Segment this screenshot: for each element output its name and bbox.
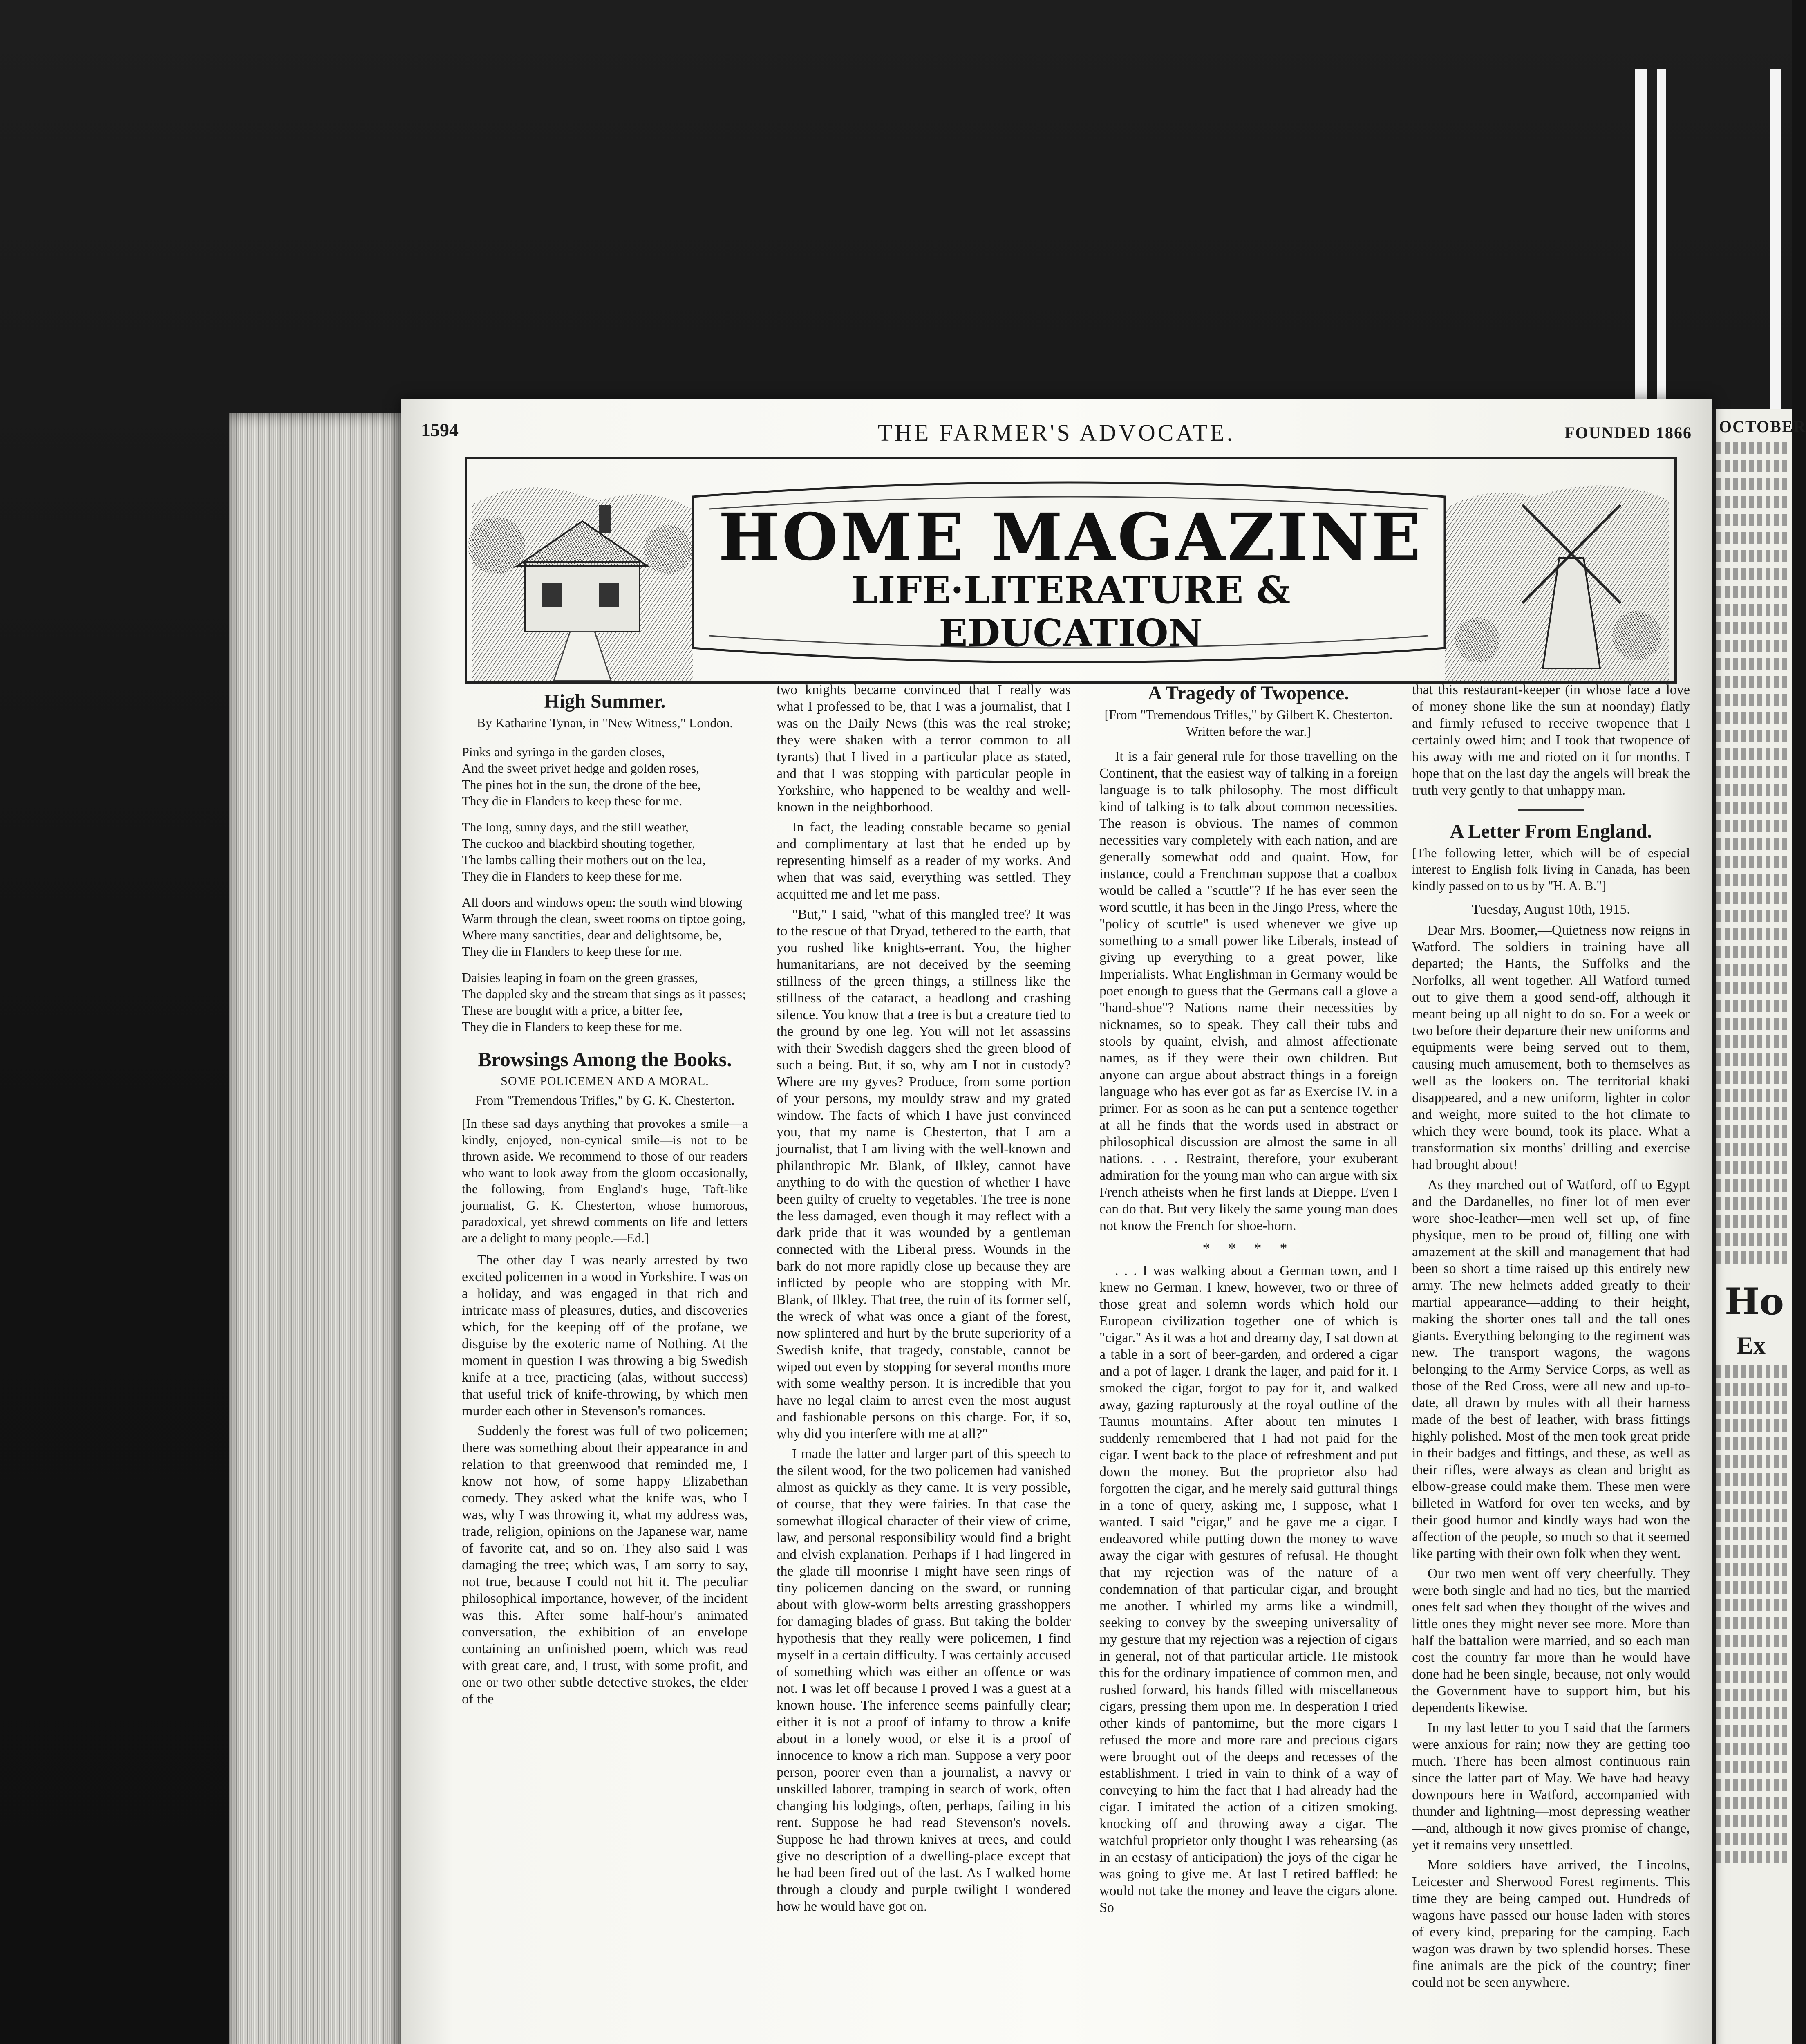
poem-line: Pinks and syringa in the garden closes, — [462, 744, 665, 759]
article-paragraph: In my last letter to you I said that the farmers were anxious for rain; now they are getting too much. There has been almost continuous rain since the latter part of May. We have had heavy downpours here in Watford, accompanied with thunder and lightning—most depressing weather—and, although it now gives promise of change, yet it remains very unsettled. — [1412, 1720, 1690, 1853]
letter-date: Tuesday, August 10th, 1915. — [1472, 902, 1630, 917]
facing-page-heading: Ho — [1725, 1280, 1784, 1323]
banner-text — [464, 456, 1678, 685]
founded-note: FOUNDED 1866 — [1564, 424, 1692, 442]
article-paragraph: Our two men went off very cheerfully. They were both single and had no ties, but the married ones felt sad when they thought of the wives and little ones they might never see more. More than half the battalion were married, and so each man cost the country far more than he would have done had he been single, because, not only would the Government have to support him, but his dependents likewise. — [1412, 1566, 1690, 1715]
poem-byline: By Katharine Tynan, in "New Witness," London. — [477, 715, 733, 730]
column-2 — [777, 681, 1071, 1918]
divider — [1518, 809, 1584, 811]
poem-line: They die in Flanders to keep these for me. — [462, 944, 683, 959]
article-paragraph: As they marched out of Watford, off to Egypt and the Dardanelles, no finer lot of men ever wore shoe-leather—men well set up, of fine physique, men to be proud of, filling one with amazement at the skill and management that had been so short a time raised up this entirely new army. The new helmets added greatly to their martial appearance—adding to their height, making the shorter ones tall and the tall ones giants. Everything belonging to the regiment was new. The transport wagons, the wagons belonging to the Army Service Corps, as well as those of the Red Cross, were all new and up-to-date, all drawn by mules with all their harness made of the best of leather, with brass fittings highly polished. Most of the men took great pride in their badges and fittings, and these, as well as their rifles, were always as clean and bright as elbow-grease could make them. These men were billeted in Watford for over ten weeks, and by their good humor and kindly ways had won the affection of the people, so much so that it seemed like parting with their own folk when they went. — [1412, 1177, 1690, 1561]
browsings-source: From "Tremendous Trifles," by G. K. Chesterton. — [475, 1093, 735, 1107]
column-1 — [462, 690, 748, 1711]
poem-line: These are bought with a price, a bitter fee, — [462, 1003, 683, 1018]
poem-line: The pines hot in the sun, the drone of the bee, — [462, 777, 701, 792]
article-paragraph: two knights became convinced that I really was what I professed to be, that I was a journalist, that I was on the Daily News (this was the real stroke; they were shaken with a terror common to all tyrants) that I lived in a particular place as stated, and that I was stopping with particular people in Yorkshire, who happened to be wealthy and well-known in the neighborhood. — [777, 682, 1071, 815]
column-4 — [1412, 681, 1690, 1994]
poem-stanza — [462, 819, 748, 884]
poem-line: And the sweet privet hedge and golden roses, — [462, 761, 700, 775]
tragedy-source: [From "Tremendous Trifles," by Gilbert K. Chesterton. Written before the war.] — [1104, 707, 1393, 739]
tragedy-title: A Tragedy of Twopence. — [1148, 682, 1349, 704]
facing-page — [1712, 409, 1806, 2044]
section-break: * * * * — [1202, 1240, 1295, 1256]
browsings-subtitle: SOME POLICEMEN AND A MORAL. — [501, 1074, 709, 1088]
column-3 — [1099, 682, 1398, 1919]
article-paragraph: It is a fair general rule for those travelling on the Continent, that the easiest way of talking in a foreign language is to talk philosophy. The most difficult kind of talking is to talk about common necessities. The reason is obvious. The names of common necessities vary completely with each nation, and are generally somewhat odd and quaint. How, for instance, could a Frenchman suppose that a coalbox would be called a "scuttle"? If he has ever seen the word scuttle, it has been in the Jingo Press, where the "policy of scuttle" is used whenever we give up something to a small power like Liberals, instead of giving up everything to a great power, like Imperialists. What Englishman in Germany would be poet enough to guess that the Germans call a glove a "hand-shoe"? Nations name their necessities by nicknames, so to speak. They call their tubs and stools by quaint, elvish, and almost affectionate names, as if they were their own children. But anyone can argue about abstract things in a foreign language who has ever got as far as Exercise IV. in a primer. For as soon as he can put a sentence together at all he finds that the words used in abstract or philosophical discussion are almost the same in all nations. . . . Restraint, therefore, your exuberant admiration for the young man who can argue with six French atheists when he first lands at Dieppe. Even I can do that. But very likely the same young man does not know the French for shoe-horn. — [1099, 749, 1398, 1233]
article-paragraph: More soldiers have arrived, the Lincolns, Leicester and Sherwood Forest regiments. This time they are being camped out. Hundreds of wagons have passed our house laden with stores of every kind, preparing for the camping. Each wagon was drawn by two splendid horses. These fine animals are the pick of the country; finer could not be seen anywhere. — [1412, 1858, 1690, 1990]
running-head — [421, 419, 1692, 452]
poem-line: They die in Flanders to keep these for me. — [462, 1019, 683, 1034]
poem — [462, 744, 748, 1035]
poem-stanza — [462, 744, 748, 809]
page-number: 1594 — [421, 419, 459, 440]
poem-line: The long, sunny days, and the still weather, — [462, 820, 689, 834]
letter-title: A Letter From England. — [1450, 820, 1652, 842]
article-paragraph: In fact, the leading constable became so genial and complimentary at last that he ended up by representing himself as a reader of my works. And when that was said, everything was settled. They acquitted me and let me pass. — [777, 820, 1071, 902]
banner-title: HOME MAGAZINE — [718, 500, 1423, 575]
poem-stanza — [462, 894, 748, 959]
poem-line: Daisies leaping in foam on the green grasses, — [462, 970, 698, 985]
publication-title: THE FARMER'S ADVOCATE. — [877, 419, 1235, 446]
poem-line: The dappled sky and the stream that sings as it passes; — [462, 986, 746, 1001]
banner-subtitle-2: EDUCATION — [939, 611, 1203, 655]
article-paragraph: Dear Mrs. Boomer,—Quietness now reigns in Watford. The soldiers in training have all departed; the Hants, the Suffolks and the Norfolks, all went together. All Watford turned out to give them a good send-off, although it meant being up all night to do so. For a week or two before their departure their new uniforms and equipments were being served out to them, causing much amusement, both to themselves as well as the lookers on. The territorial khaki disappeared, and a new uniform, lighter in color and weight, more suited to the hot climate to which they were bound, took its place. What a transformation six months' drilling and exercise had brought about! — [1412, 923, 1690, 1172]
poem-line: All doors and windows open: the south wind blowing — [462, 895, 743, 910]
poem-line: They die in Flanders to keep these for me. — [462, 793, 683, 808]
article-paragraph: "But," I said, "what of this mangled tree? It was to the rescue of that Dryad, tethered to the earth, that you rushed like knights-errant. You, the higher humanitarians, are not deceived by the seeming stillness of the green things, a stillness like the stillness of the cataract, a headlong and crashing silence. You know that a tree is but a creature tied to the ground by one leg. You will not let assassins with their Swedish daggers shed the green blood of such a being. But, if so, why am I not in custody? Where are my gyves? Produce, from some portion of your persons, my mouldy straw and my grated window. The facts of which I have just convinced you, that my name is Chesterton, that I am a journalist, that I am living with the well-known and philanthropic Mr. Blank, of Ilkley, cannot have anything to do with the question of whether I have been guilty of cruelty to vegetables. The tree is none the less damaged, even though it may reflect with a dark pride that it was wounded by a gentleman connected with the Liberal press. Wounds in the bark do not more rapidly close up because they are inflicted by people who are stopping with Mr. Blank, of Ilkley. That tree, the ruin of its former self, the wreck of what was once a giant of the forest, now splintered and hurt by the brute superiority of a Swedish knife, that tragedy, constable, cannot be wiped out even by stopping for several months more with some wealthy person. It is incredible that you have no legal claim to arrest even the most august and fashionable persons on this charge. For, if so, why did you interfere with me at all?" — [777, 907, 1071, 1441]
article-paragraph: Suddenly the forest was full of two policemen; there was something about their appearance in and relation to that greenwood that reminded me, I know not how, of some happy Elizabethan comedy. They asked what the knife was, who I was, why I was throwing it, what my address was, trade, religion, opinions on the Japanese war, name of favorite cat, and so on. They also said I was damaging the tree; which was, I am sorry to say, not true, because I could not hit it. The peculiar philosophical importance, however, of the incident was this. After some half-hour's animated conversation, the exhibition of an envelope containing an unfinished poem, which was read with great care, and, I trust, with some profit, and one or two other subtle detective strokes, the elder of the — [462, 1423, 748, 1707]
letter-intro: [The following letter, which will be of especial interest to English folk living in Canada, has been kindly passed on to us by "H. A. B."] — [1412, 845, 1690, 893]
poem-line: Where many sanctities, dear and delightsome, be, — [462, 928, 722, 942]
facing-page-header: OCTOBER — [1719, 417, 1806, 436]
poem-title: High Summer. — [544, 690, 666, 712]
magazine-page — [401, 399, 1712, 2044]
poem-line: The cuckoo and blackbird shouting together, — [462, 836, 695, 851]
book-page-edges — [229, 413, 401, 2044]
article-paragraph: that this restaurant-keeper (in whose face a love of money shone like the sun at noonday) flatly and firmly refused to receive twopence that I certainly owed him; and I took that twopence of his away with me and rioted on it for months. I hope that on the last day the angels will break the truth very gently to that unhappy man. — [1412, 682, 1690, 798]
poem-line: Warm through the clean, sweet rooms on tiptoe going, — [462, 911, 746, 926]
browsings-intro: [In these sad days anything that provokes a smile—a kindly, enjoyed, non-cynical smile—is not to be thrown aside. We recommend to those of our readers who want to look away from the gloom occasionally, the following, from England's huge, Taft-like journalist, G. K. Chesterton, whose humorous, paradoxical, yet shrewd comments on life and letters are a delight to many people.—Ed.] — [462, 1116, 748, 1245]
poem-line: The lambs calling their mothers out on the lea, — [462, 852, 706, 867]
poem-line: They die in Flanders to keep these for me. — [462, 869, 683, 883]
article-paragraph: . . . I was walking about a German town, and I knew no German. I knew, however, two or three of those great and solemn words which hold our European civilization together—one of which is "cigar." As it was a hot and dreamy day, I sat down at a table in a sort of beer-garden, and ordered a cigar and a pot of lager. I drank the lager, and paid for it. I smoked the cigar, forgot to pay for it, and walked away, gazing rapturously at the royal outline of the Taunus mountains. After about ten minutes I suddenly remembered that I had not paid for the cigar. I went back to the place of refreshment and put down the money. But the proprietor also had forgotten the cigar, and he merely said guttural things in a tone of query, asking me, I suppose, what I wanted. I said "cigar," and he gave me a cigar. I endeavored while putting down the money to wave away the cigar with gestures of refusal. He thought that my rejection was of the nature of a condemnation of that particular cigar, and brought me another. I whirled my arms like a windmill, seeking to convey by the sweeping universality of my gesture that my rejection was a rejection of cigars in general, not of that particular article. He mistook this for the ordinary impatience of common men, and rushed forward, his hands filled with miscellaneous cigars, pressing them upon me. In desperation I tried other kinds of pantomime, but the more cigars I refused the more and more rare and precious cigars were brought out of the deeps and recesses of the establishment. I tried in vain to think of a way of conveying to him the fact that I had already had the cigar. I imitated the action of a citizen smoking, knocking off and throwing away a cigar. The watchful proprietor only thought I was rehearsing (as in an ecstasy of anticipation) the joys of the cigar he was going to give me. At last I retired baffled: he would not take the money and leave the cigars alone. So — [1099, 1263, 1398, 1915]
browsings-title: Browsings Among the Books. — [478, 1048, 732, 1071]
facing-page-subheading: Ex — [1737, 1332, 1766, 1359]
article-paragraph: I made the latter and larger part of this speech to the silent wood, for the two policemen had vanished almost as quickly as they came. It is very possible, of course, that they were fairies. In that case the somewhat illogical character of their view of crime, law, and personal responsibility would find a bright and elvish explanation. Perhaps if I had lingered in the glade till moonrise I might have seen rings of tiny policemen dancing on the sward, or running about with glow-worm belts arresting grasshoppers for damaging blades of grass. But taking the bolder hypothesis that they really were policemen, I find myself in a certain difficulty. I was certainly accused of something which was either an offence or was not. I was let off because I proved I was a guest at a known house. The inference seems painfully clear; either it is not a proof of infamy to throw a knife about in a lonely wood, or else it is a proof of innocence to know a rich man. Suppose a very poor person, poorer even than a journalist, a navvy or unskilled laborer, tramping in search of work, often changing his lodgings, often, perhaps, failing in his rent. Suppose he had read Stevenson's novels. Suppose he had thrown knives at trees, and could give no description of a dwelling-place except that he had been fired out of the last. As I walked home through a cloudy and purple twilight I wondered how he would have got on. — [777, 1446, 1071, 1914]
article-paragraph: The other day I was nearly arrested by two excited policemen in a wood in Yorkshire. I was on a holiday, and was engaged in that rich and intricate mass of pleasures, duties, and discoveries which, for the keeping off of the profane, we disguise by the exoteric name of Nothing. At the moment in question I was throwing a big Swedish knife at a tree, practicing (alas, without success) that useful trick of knife-throwing, by which men murder each other in Stevenson's romances. — [462, 1253, 748, 1419]
banner-subtitle-1: LIFE·LITERATURE & — [851, 568, 1291, 612]
poem-stanza — [462, 969, 748, 1035]
